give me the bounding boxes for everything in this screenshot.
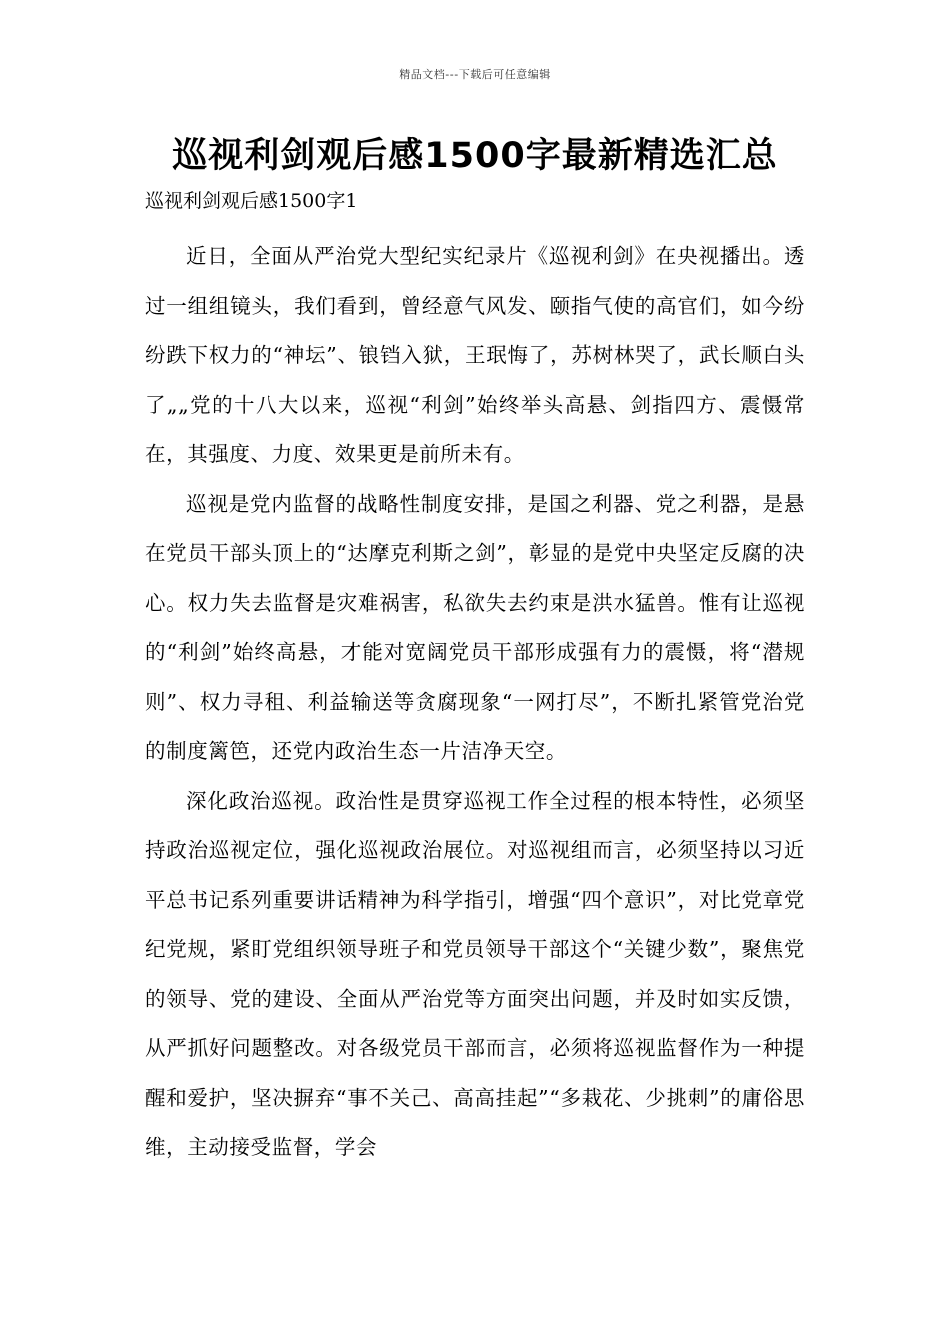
- paragraph-1: 近日，全面从严治党大型纪实纪录片《巡视利剑》在央视播出。透过一组组镜头，我们看到，曾经意气风发、颐指气使的高官们，如今纷纷跌下权力的“神坛”、锒铛入狱，王珉悔了，苏树林哭了，武长顺白头了„„党的十八大以来，巡视“利剑”始终举头高悬、剑指四方、震慑常在，其强度、力度、效果更是前所未有。: [145, 244, 805, 466]
- paragraph-2: 巡视是党内监督的战略性制度安排，是国之利器、党之利器，是悬在党员干部头顶上的“达摩克利斯之剑”，彰显的是党中央坚定反腐的决心。权力失去监督是灾难祸害，私欲失去约束是洪水猛兽。惟有让巡视的“利剑”始终高悬，才能对宽阔党员干部形成强有力的震慑，将“潜规则”、权力寻租、利益输送等贪腐现象“一网打尽”，不断扎紧管党治党的制度篱笆，还党内政治生态一片洁净天空。: [145, 491, 805, 763]
- paragraph-3: 深化政治巡视。政治性是贯穿巡视工作全过程的根本特性，必须坚持政治巡视定位，强化巡视政治展位。对巡视组而言，必须坚持以习近平总书记系列重要讲话精神为科学指引，增强“四个意识”，对比党章党纪党规，紧盯党组织领导班子和党员领导干部这个“关键少数”，聚焦党的领导、党的建设、全面从严治党等方面突出问题，并及时如实反馈，从严抓好问题整改。对各级党员干部而言，必须将巡视监督作为一种提醒和爱护，坚决摒弃“事不关己、高高挂起”“多栽花、少挑刺”的庸俗思维，主动接受监督，学会: [145, 788, 805, 1159]
- header-note: 精品文档---下载后可任意编辑: [399, 68, 551, 81]
- document-body: [145, 232, 805, 1173]
- document-title: 巡视利剑观后感1500字最新精选汇总: [172, 136, 778, 176]
- document-subtitle: 巡视利剑观后感1500字1: [145, 190, 358, 212]
